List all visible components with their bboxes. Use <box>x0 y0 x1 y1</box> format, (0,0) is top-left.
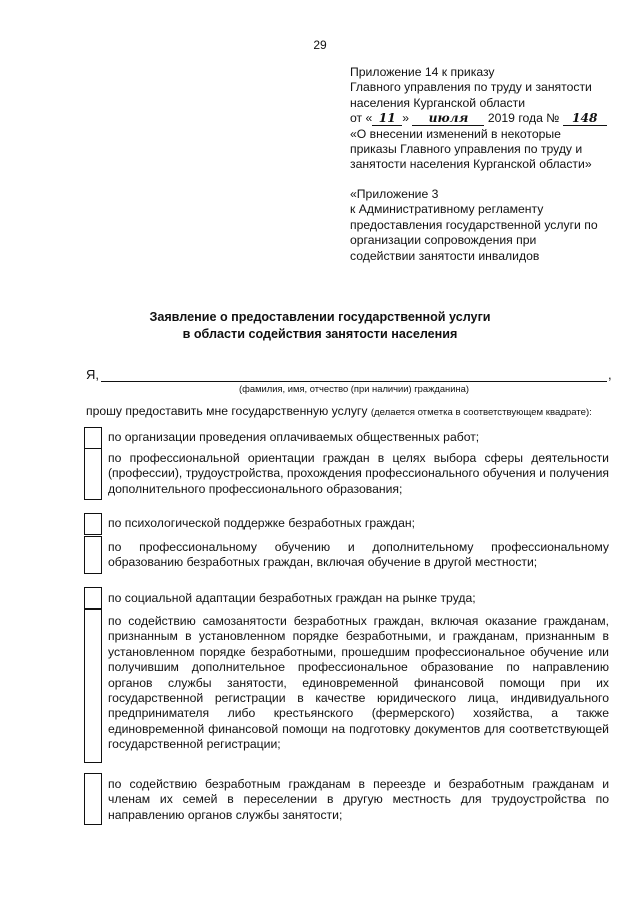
header-line: Главного управления по труду и занятости <box>350 80 592 95</box>
form-title-line: Заявление о предоставлении государственной услуги <box>149 310 491 324</box>
handwritten-day: 11 <box>372 111 402 126</box>
header-line: «О внесении изменений в некоторые <box>350 126 561 141</box>
service-option: по профессиональному обучению и дополнительному профессиональному образованию безработных граждан, включая обучение в другой местности; <box>108 540 609 570</box>
service-option: по профессиональной ориентации граждан в целях выбора сферы деятельности (профессии), трудоустройства, прохождения профессионального обучения и получения дополнительного профессионального образования; <box>108 451 609 496</box>
form-title <box>0 309 640 343</box>
service-checkbox[interactable] <box>84 609 102 763</box>
applicant-comma: , <box>608 367 612 382</box>
date-prefix: от « <box>350 111 373 126</box>
request-note: (делается отметка в соответствующем квадрате): <box>370 407 592 418</box>
appendix-line: «Приложение 3 <box>350 187 439 201</box>
form-title-line: в области содействия занятости населения <box>182 327 458 341</box>
request-text: прошу предоставить мне государственную услугу <box>86 404 368 418</box>
service-option: по организации проведения оплачиваемых общественных работ; <box>108 430 480 444</box>
order-header <box>350 65 620 173</box>
appendix-line: к Административному регламенту <box>350 202 544 217</box>
service-checkbox[interactable] <box>84 513 102 535</box>
service-checkbox[interactable] <box>84 427 102 449</box>
header-line: занятости населения Курганской области» <box>350 157 592 172</box>
order-date-line <box>350 111 620 126</box>
appendix-line: содействии занятости инвалидов <box>350 248 540 263</box>
service-checkbox[interactable] <box>84 773 102 825</box>
handwritten-order-number: 148 <box>563 111 607 126</box>
appendix-header <box>350 187 620 264</box>
page-number: 29 <box>313 38 327 52</box>
applicant-name-hint: (фамилия, имя, отчество (при наличии) гражданина) <box>239 383 469 394</box>
date-year: 2019 года № <box>487 111 560 126</box>
service-option: по психологической поддержке безработных граждан; <box>108 516 416 530</box>
service-checkbox[interactable] <box>84 448 102 500</box>
header-line: Приложение 14 к приказу <box>350 65 495 79</box>
header-line: населения Курганской области <box>350 95 526 110</box>
applicant-name-field[interactable] <box>101 381 607 382</box>
service-option: по содействию самозанятости безработных граждан, включая оказание гражданам, признанным в установленном порядке безработными, и гражданам, признанным в установленном порядке безработными, прошедшим профессиональное обучение или получившим дополнительное профессиональное образование по направлению органов службы занятости, единовременной финансовой помощи при их государственной регистрации в качестве юридического лица, индивидуального предпринимателя либо крестьянского (фермерского) хозяйства, а также единовременной финансовой помощи на подготовку документов для соответствующей государственной регистрации; <box>108 614 609 752</box>
date-mid: » <box>402 111 410 126</box>
service-checkbox[interactable] <box>84 536 102 574</box>
applicant-prefix: Я, <box>86 367 99 382</box>
appendix-line: организации сопровождения при <box>350 233 537 248</box>
service-checkbox[interactable] <box>84 587 102 609</box>
handwritten-month: июля <box>412 111 484 126</box>
appendix-line: предоставления государственной услуги по <box>350 217 598 232</box>
service-option: по содействию безработным гражданам в переезде и безработным гражданам и членам их семей в переселении в другую местность для трудоустройства по направлению органов службы занятости; <box>108 777 609 822</box>
header-line: приказы Главного управления по труду и <box>350 142 583 157</box>
request-statement <box>86 404 592 418</box>
service-option: по социальной адаптации безработных граждан на рынке труда; <box>108 591 476 605</box>
